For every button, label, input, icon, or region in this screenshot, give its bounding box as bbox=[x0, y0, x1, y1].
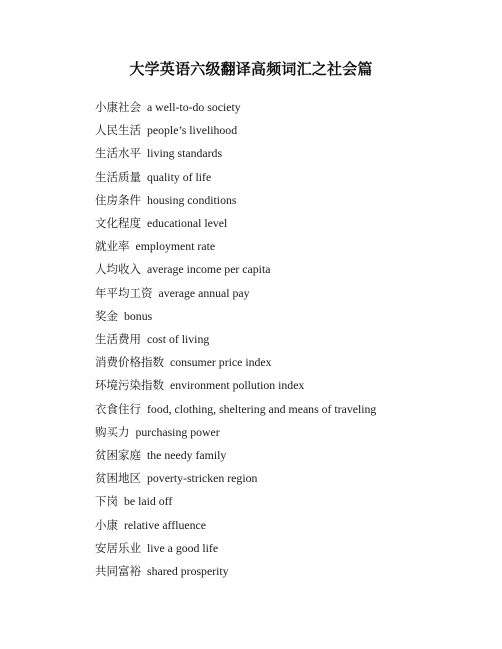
english-term: purchasing power bbox=[135, 424, 220, 439]
vocabulary-list bbox=[95, 96, 415, 583]
vocabulary-entry bbox=[95, 398, 415, 421]
english-term: consumer price index bbox=[170, 355, 272, 370]
vocabulary-entry bbox=[95, 490, 415, 513]
vocabulary-entry bbox=[95, 212, 415, 235]
vocabulary-entry bbox=[95, 282, 415, 305]
english-term: employment rate bbox=[135, 239, 216, 254]
english-term: shared prosperity bbox=[147, 564, 229, 579]
english-term: housing conditions bbox=[147, 192, 237, 207]
chinese-term: 贫困家庭 bbox=[95, 448, 141, 463]
chinese-term: 小康社会 bbox=[95, 100, 141, 114]
vocabulary-entry bbox=[95, 421, 415, 444]
chinese-term: 购买力 bbox=[95, 424, 130, 439]
english-term: quality of life bbox=[147, 169, 212, 184]
chinese-term: 生活水平 bbox=[95, 146, 141, 161]
chinese-term: 人均收入 bbox=[95, 262, 141, 277]
vocabulary-entry bbox=[95, 96, 415, 119]
chinese-term: 共同富裕 bbox=[95, 564, 141, 579]
chinese-term: 下岗 bbox=[95, 494, 118, 509]
document-title: 大学英语六级翻译高频词汇之社会篇 bbox=[129, 60, 373, 78]
chinese-term: 安居乐业 bbox=[95, 540, 141, 555]
chinese-term: 衣食住行 bbox=[95, 401, 141, 416]
english-term: food, clothing, sheltering and means of traveling bbox=[147, 401, 377, 416]
vocabulary-entry bbox=[95, 119, 415, 142]
chinese-term: 贫困地区 bbox=[95, 471, 141, 486]
vocabulary-entry bbox=[95, 142, 415, 165]
english-term: educational level bbox=[147, 216, 228, 231]
vocabulary-entry bbox=[95, 258, 415, 281]
chinese-term: 文化程度 bbox=[95, 216, 141, 231]
english-term: a well-to-do society bbox=[147, 100, 241, 114]
english-term: be laid off bbox=[124, 494, 173, 509]
vocabulary-entry bbox=[95, 235, 415, 258]
chinese-term: 小康 bbox=[95, 517, 118, 532]
vocabulary-entry bbox=[95, 537, 415, 560]
vocabulary-entry bbox=[95, 467, 415, 490]
vocabulary-entry bbox=[95, 166, 415, 189]
chinese-term: 就业率 bbox=[95, 239, 130, 254]
english-term: living standards bbox=[147, 146, 223, 161]
chinese-term: 奖金 bbox=[95, 308, 118, 323]
vocabulary-entry bbox=[95, 444, 415, 467]
vocabulary-entry bbox=[95, 351, 415, 374]
vocabulary-entry bbox=[95, 374, 415, 397]
english-term: average annual pay bbox=[158, 285, 250, 300]
english-term: the needy family bbox=[147, 448, 227, 463]
vocabulary-entry bbox=[95, 305, 415, 328]
chinese-term: 年平均工资 bbox=[95, 285, 153, 300]
english-term: average income per capita bbox=[147, 262, 271, 277]
chinese-term: 环境污染指数 bbox=[95, 378, 164, 393]
english-term: environment pollution index bbox=[170, 378, 305, 393]
english-term: poverty-stricken region bbox=[147, 471, 258, 486]
chinese-term: 人民生活 bbox=[95, 123, 141, 138]
chinese-term: 住房条件 bbox=[95, 192, 141, 207]
english-term: cost of living bbox=[147, 332, 210, 347]
chinese-term: 生活质量 bbox=[95, 169, 141, 184]
english-term: relative affluence bbox=[124, 517, 206, 532]
english-term: live a good life bbox=[147, 540, 219, 555]
vocabulary-entry bbox=[95, 328, 415, 351]
english-term: bonus bbox=[124, 308, 153, 323]
chinese-term: 消费价格指数 bbox=[95, 355, 164, 370]
vocabulary-entry bbox=[95, 560, 415, 583]
chinese-term: 生活费用 bbox=[95, 332, 141, 347]
vocabulary-entry bbox=[95, 189, 415, 212]
vocabulary-entry bbox=[95, 514, 415, 537]
english-term: people’s livelihood bbox=[147, 123, 238, 138]
